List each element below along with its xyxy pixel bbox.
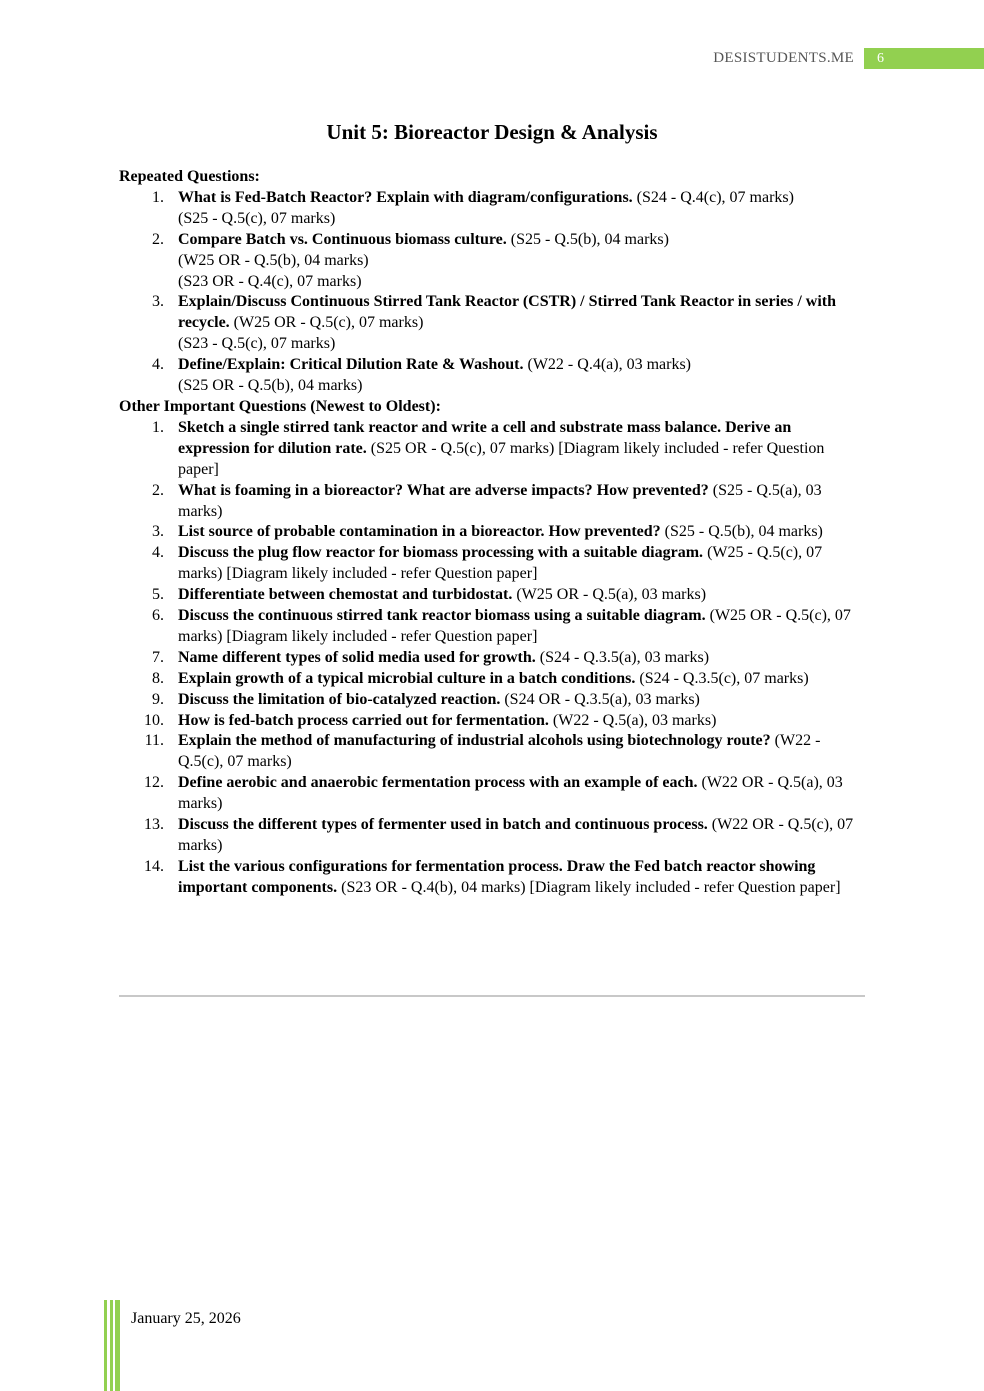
question-text: Compare Batch vs. Continuous biomass culture.	[178, 230, 507, 248]
exam-reference: (W22 OR - Q.5(a), 03 marks)	[178, 774, 843, 813]
question-text: List the various configurations for fermentation process. Draw the Fed batch reactor showing important components.	[178, 857, 816, 896]
question-text: Sketch a single stirred tank reactor and write a cell and substrate mass balance. Derive an expression for dilution rate.	[178, 418, 792, 457]
question-number: 10.	[144, 711, 164, 729]
exam-reference: (S25 - Q.5(b), 04 marks)	[664, 523, 823, 541]
other-question-item	[119, 857, 864, 899]
site-name: DESISTUDENTS.ME	[713, 50, 854, 66]
question-text: Discuss the plug flow reactor for biomass processing with a suitable diagram.	[178, 544, 704, 562]
question-text: Differentiate between chemostat and turbidostat.	[178, 586, 513, 604]
question-number: 13.	[144, 816, 164, 834]
repeated-question-item	[119, 355, 864, 397]
question-text: Name different types of solid media used for growth.	[178, 648, 536, 666]
other-question-item	[119, 648, 864, 669]
other-question-item	[119, 481, 864, 523]
exam-reference: (W25 OR - Q.5(a), 03 marks)	[516, 586, 707, 604]
exam-reference: (W25 OR - Q.5(c), 07 marks)	[233, 314, 424, 332]
page-header	[0, 48, 984, 72]
other-question-item	[119, 815, 864, 857]
question-number: 2.	[152, 481, 164, 499]
question-number: 11.	[144, 732, 164, 750]
exam-reference-extra: (S23 OR - Q.4(c), 07 marks)	[178, 272, 362, 290]
other-question-item	[119, 731, 864, 773]
question-text: Explain the method of manufacturing of industrial alcohols using biotechnology route?	[178, 732, 771, 750]
question-number: 9.	[152, 690, 164, 708]
question-number: 4.	[152, 544, 164, 562]
repeated-questions-list	[119, 188, 864, 397]
question-number: 14.	[144, 857, 164, 875]
section-divider	[119, 995, 865, 997]
footer-bar	[104, 1300, 107, 1391]
other-question-item	[119, 690, 864, 711]
question-text: What is Fed-Batch Reactor? Explain with diagram/configurations.	[178, 188, 633, 206]
exam-reference: (S24 OR - Q.3.5(a), 03 marks)	[504, 690, 700, 708]
question-number: 1.	[152, 418, 164, 436]
page-number-badge: 6	[864, 48, 984, 69]
other-questions-heading: Other Important Questions (Newest to Oldest):	[119, 397, 441, 415]
document-body	[119, 167, 864, 899]
exam-reference: (S23 OR - Q.4(b), 04 marks) [Diagram likely included - refer Question paper]	[341, 878, 841, 896]
footer-bar	[115, 1300, 120, 1391]
question-number: 4.	[152, 356, 164, 374]
question-text: Explain growth of a typical microbial culture in a batch conditions.	[178, 669, 636, 687]
question-number: 2.	[152, 230, 164, 248]
exam-reference: (W22 - Q.5(a), 03 marks)	[552, 711, 717, 729]
repeated-question-item	[119, 230, 864, 293]
question-number: 3.	[152, 523, 164, 541]
page-title: Unit 5: Bioreactor Design & Analysis	[326, 120, 658, 144]
other-questions-list	[119, 418, 864, 899]
exam-reference-extra: (S25 OR - Q.5(b), 04 marks)	[178, 377, 363, 395]
exam-reference: (S25 - Q.5(a), 03 marks)	[178, 481, 822, 520]
exam-reference-extra: (S25 - Q.5(c), 07 marks)	[178, 209, 336, 227]
question-text: Define/Explain: Critical Dilution Rate & Washout.	[178, 356, 524, 374]
other-question-item	[119, 543, 864, 585]
exam-reference: (S24 - Q.3.5(c), 07 marks)	[639, 669, 809, 687]
exam-reference: (S24 - Q.3.5(a), 03 marks)	[539, 648, 710, 666]
repeated-questions-heading: Repeated Questions:	[119, 168, 260, 185]
exam-reference-extra: (S23 - Q.5(c), 07 marks)	[178, 335, 336, 353]
exam-reference: (S25 - Q.5(b), 04 marks)	[510, 230, 669, 248]
exam-reference: (W25 - Q.5(c), 07 marks) [Diagram likely included - refer Question paper]	[178, 544, 823, 583]
question-text: Discuss the limitation of bio-catalyzed reaction.	[178, 690, 501, 708]
exam-reference: (W22 OR - Q.5(c), 07 marks)	[178, 816, 854, 854]
exam-reference: (S24 - Q.4(c), 07 marks)	[636, 188, 794, 206]
question-number: 6.	[152, 607, 164, 625]
question-text: List source of probable contamination in a bioreactor. How prevented?	[178, 523, 661, 541]
repeated-question-item	[119, 188, 864, 230]
exam-reference: (W22 - Q.5(c), 07 marks)	[178, 732, 821, 771]
exam-reference: (W22 - Q.4(a), 03 marks)	[527, 356, 691, 374]
question-number: 12.	[144, 774, 164, 792]
other-question-item	[119, 418, 864, 481]
question-number: 1.	[152, 188, 164, 206]
repeated-question-item	[119, 292, 864, 355]
other-question-item	[119, 773, 864, 815]
question-text: How is fed-batch process carried out for fermentation.	[178, 711, 549, 729]
other-question-item	[119, 606, 864, 648]
exam-reference: (W25 OR - Q.5(c), 07 marks) [Diagram likely included - refer Question paper]	[178, 607, 851, 645]
exam-reference-extra: (W25 OR - Q.5(b), 04 marks)	[178, 251, 369, 269]
other-question-item	[119, 669, 864, 690]
question-number: 7.	[152, 648, 164, 666]
footer-accent-bars	[104, 1300, 120, 1391]
question-text: Define aerobic and anaerobic fermentation process with an example of each.	[178, 774, 698, 792]
exam-reference: (S25 OR - Q.5(c), 07 marks) [Diagram likely included - refer Question paper]	[178, 439, 825, 478]
question-text: What is foaming in a bioreactor? What are adverse impacts? How prevented?	[178, 481, 709, 499]
question-number: 8.	[152, 669, 164, 687]
question-number: 3.	[152, 293, 164, 311]
question-number: 5.	[152, 586, 164, 604]
footer-date: January 25, 2026	[131, 1310, 241, 1327]
other-question-item	[119, 711, 864, 732]
question-text: Discuss the continuous stirred tank reactor biomass using a suitable diagram.	[178, 607, 706, 625]
other-question-item	[119, 522, 864, 543]
question-text: Discuss the different types of fermenter used in batch and continuous process.	[178, 816, 708, 834]
question-text: Explain/Discuss Continuous Stirred Tank Reactor (CSTR) / Stirred Tank Reactor in series / with recycle.	[178, 293, 837, 332]
other-question-item	[119, 585, 864, 606]
footer-bar	[110, 1300, 113, 1391]
